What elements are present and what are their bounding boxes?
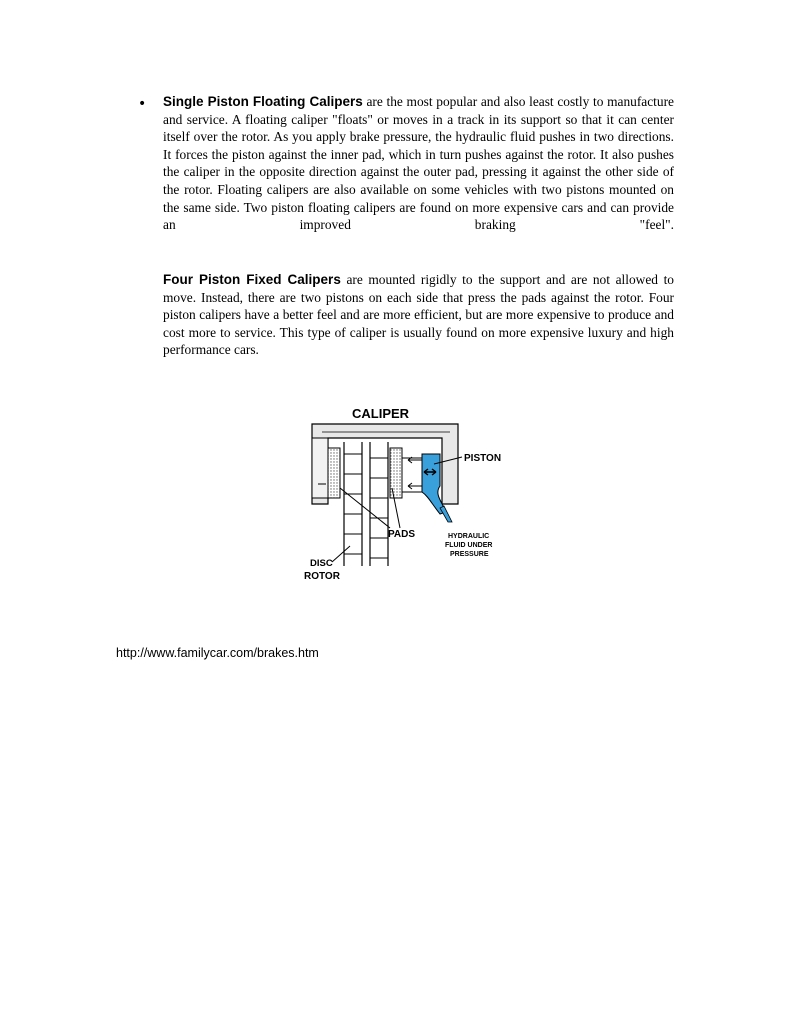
- paragraph-lead: Single Piston Floating Calipers: [163, 94, 363, 109]
- label-fluid-3: PRESSURE: [450, 551, 489, 558]
- caliper-diagram-svg: [300, 398, 520, 598]
- outer-pad: [328, 448, 340, 498]
- label-piston: PISTON: [464, 453, 502, 464]
- paragraph-floating-calipers: [163, 93, 674, 234]
- disc-rotor: [344, 442, 388, 566]
- paragraph-lead: Four Piston Fixed Calipers: [163, 272, 341, 287]
- label-fluid-2: FLUID UNDER: [445, 542, 493, 549]
- fluid-line: [440, 506, 452, 522]
- bullet-icon: •: [138, 96, 147, 112]
- paragraph-body: are mounted rigidly to the support and are not allowed to move. Instead, there are two pistons on each side that press the pads against the rotor. Four piston calipers have a better feel and are more efficient, but are more expensive to produce and cost more to service. This type of caliper is usually found on more expensive luxury and high performance cars.: [163, 272, 675, 358]
- paragraph-body: are the most popular and also least costly to manufacture and service. A floating caliper "floats" or moves in a track in its support so that it can center itself over the rotor. As you apply brake pressure, the hydraulic fluid pushes in two directions. It forces the piston against the inner pad, which in turn pushes against the rotor. It also pushes the caliper in the opposite direction against the outer pad, pressing it against the other side of the rotor. Floating calipers are also available on some vehicles with two pistons mounted on the same side. Two piston floating calipers are found on more expensive cars and can provide an improved braking "feel".: [163, 94, 674, 233]
- piston-body: [402, 458, 422, 492]
- inner-pad: [390, 448, 402, 498]
- label-pads: PADS: [388, 529, 416, 540]
- source-url: http://www.familycar.com/brakes.htm: [116, 646, 319, 660]
- label-rotor: ROTOR: [304, 571, 340, 582]
- diagram-title: CALIPER: [352, 406, 410, 421]
- leader-line: [340, 488, 390, 528]
- caliper-arm-outer: [312, 438, 328, 498]
- label-disc: DISC: [310, 558, 333, 569]
- paragraph-fixed-calipers: [163, 271, 674, 359]
- caliper-diagram: [300, 398, 520, 598]
- label-fluid-1: HYDRAULIC: [448, 533, 490, 540]
